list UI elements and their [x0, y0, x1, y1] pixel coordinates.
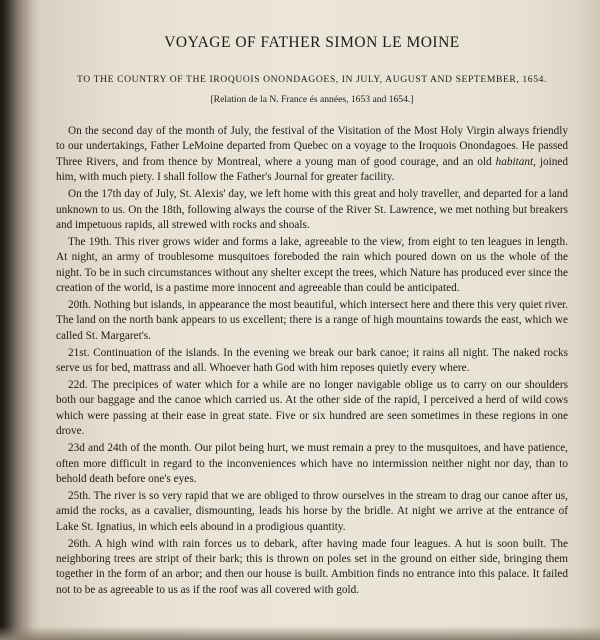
binding-shadow — [0, 0, 34, 640]
paragraph-text: On the second day of the month of July, the festival of the Visitation of the Most Holy Virgin always friendly to our undertakings, Father LeMoine departed from Quebec on a voyage to the Iroquois Onondagoes. He passed Three Rivers, and from thence by Montreal, where a young man of good courage, and an old — [56, 125, 568, 168]
paragraph-text: , joined him, with much piety. I shall follow the Father's Journal for greater facility. — [56, 155, 568, 184]
document-page — [56, 34, 568, 600]
document-title: VOYAGE OF FATHER SIMON LE MOINE — [164, 34, 460, 51]
page-bottom-edge — [0, 626, 600, 640]
document-body — [56, 124, 568, 598]
paragraph: 21st. Continuation of the islands. In the evening we break our bark canoe; it rains all night. The naked rocks serve us for bed, mattrass and all. Whoever hath God with him reposes quietly every where. — [56, 346, 568, 375]
paragraph: The 19th. This river grows wider and forms a lake, agreeable to the view, from eight to ten leagues in length. At night, an army of troublesome musquitoes foreboded the rain which poured down on us the whole of the night. To be in such circumstances without any shelter except the trees, which Nature has produced ever since the creation of the world, is a pastime more innocent and agreeable than could be anticipated. — [56, 235, 568, 295]
paragraph: 23d and 24th of the month. Our pilot being hurt, we must remain a prey to the musquitoes, and have patience, often more difficult in regard to the inconveniences which have no intermission neither night nor day, than to behold death before one's eyes. — [56, 442, 568, 485]
paragraph: On the 17th day of July, St. Alexis' day, we left home with this great and holy traveller, and departed for a land unknown to us. On the 18th, following always the course of the River St. Lawrence, we met nothing but breakers and impetuous rapids, all strewed with rocks and shoals. — [56, 188, 568, 231]
paragraph: 26th. A high wind with rain forces us to debark, after having made four leagues. A hut is soon built. The neighboring trees are stript of their bark; this is thrown on poles set in the ground on either side, bringing them together in the form of an arbor; and then our house is built. Ambition finds no entrance into this palace. It failed not to be as agreeable to us as if the roof was all covered with gold. — [56, 537, 568, 596]
source-citation: [Relation de la N. France és années, 1653 and 1654.] — [210, 94, 414, 105]
paragraph: 22d. The precipices of water which for a while are no longer navigable oblige us to carry on our shoulders both our baggage and the canoe which carried us. At the other side of the rapid, I perceived a herd of wild cows which were passing at their ease in great state. Five or six hundred are seen sometimes in these regions in one drove. — [56, 379, 568, 438]
paragraph: 20th. Nothing but islands, in appearance the most beautiful, which intersect here and there this very quiet river. The land on the north bank appears to us excellent; there is a range of high mountains towards the east, which we called St. Margaret's. — [56, 298, 568, 342]
document-subtitle: TO THE COUNTRY OF THE IROQUOIS ONONDAGOES, IN JULY, AUGUST AND SEPTEMBER, 1654. — [76, 74, 547, 85]
emphasized-word: habitant — [495, 155, 534, 168]
paragraph: 25th. The river is so very rapid that we are obliged to throw ourselves in the stream to drag our canoe after us, amid the rocks, as a cavalier, dismounting, leads his horse by the bridle. At night we arrive at the entrance of Lake St. Ignatius, in which eels abound in a prodigious quantity. — [56, 489, 568, 533]
paragraph — [56, 124, 568, 186]
